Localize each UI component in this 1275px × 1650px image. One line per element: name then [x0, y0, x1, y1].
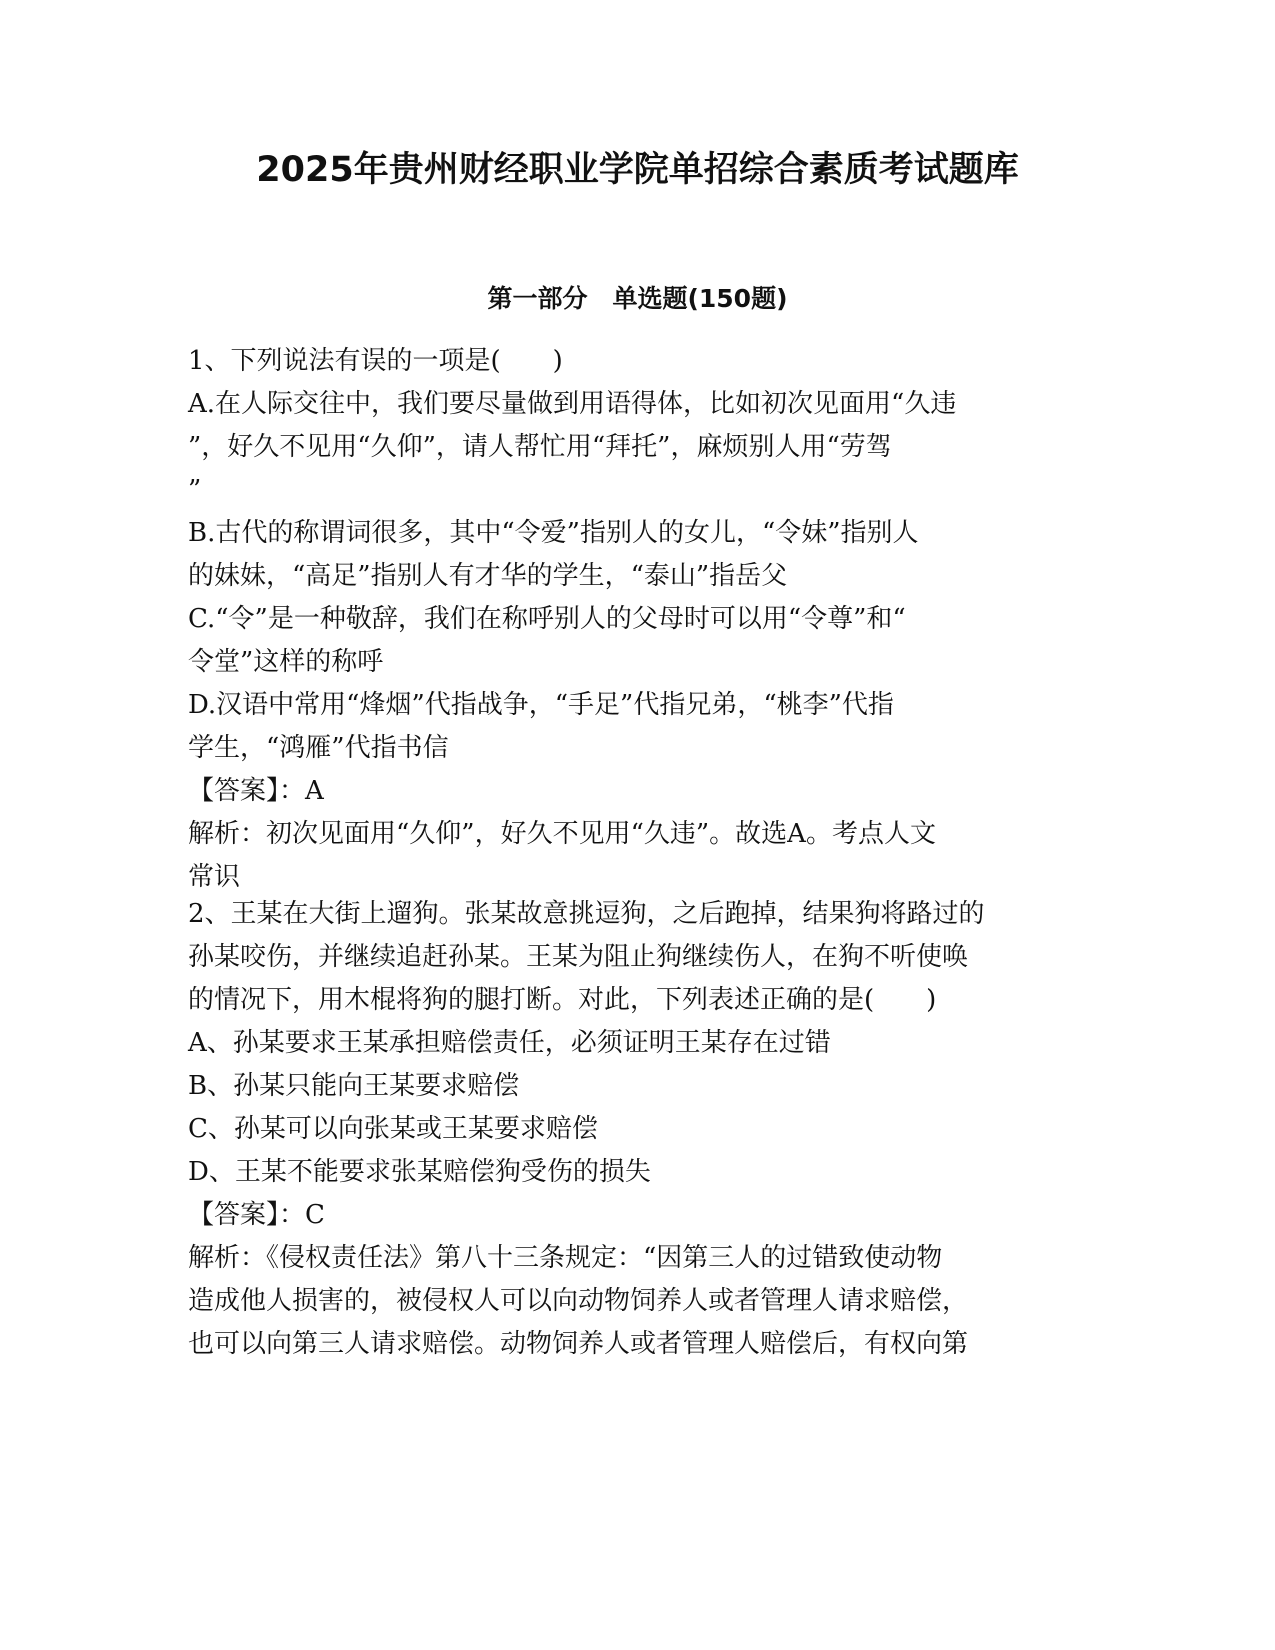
- question-1-option-a-line-3: ”: [188, 475, 202, 505]
- document-title: 2025年贵州财经职业学院单招综合素质考试题库: [256, 150, 1019, 190]
- question-2-option-c: C、孙某可以向张某或王某要求赔偿: [188, 1114, 598, 1144]
- question-2-analysis-line-2: 造成他人损害的，被侵权人可以向动物饲养人或者管理人请求赔偿，: [188, 1286, 969, 1316]
- question-2-option-b: B、孙某只能向王某要求赔偿: [188, 1071, 520, 1101]
- question-1-analysis-line-1: 解析：初次见面用“久仰”，好久不见用“久违”。故选A。考点人文: [188, 819, 936, 849]
- question-1-option-b-line-1: B.古代的称谓词很多，其中“令爱”指别人的女儿，“令妹”指别人: [188, 518, 919, 548]
- section-title: 第一部分 单选题(150题): [487, 284, 788, 313]
- question-1-option-c-line-2: 令堂”这样的称呼: [188, 647, 384, 677]
- question-2-option-a: A、孙某要求王某承担赔偿责任，必须证明王某存在过错: [188, 1028, 831, 1058]
- question-1-answer: 【答案】：A: [188, 776, 324, 806]
- question-2-option-d: D、王某不能要求张某赔偿狗受伤的损失: [188, 1157, 651, 1187]
- question-1: [188, 340, 1088, 899]
- question-2-answer: 【答案】：C: [188, 1200, 325, 1230]
- question-1-analysis-line-2: 常识: [188, 862, 241, 892]
- question-1-option-b-line-2: 的妹妹，“高足”指别人有才华的学生，“泰山”指岳父: [188, 561, 788, 591]
- question-1-option-a-line-1: A.在人际交往中，我们要尽量做到用语得体，比如初次见面用“久违: [188, 389, 957, 419]
- question-2-stem-line-1: 2、王某在大街上遛狗。张某故意挑逗狗，之后跑掉，结果狗将路过的: [188, 899, 985, 929]
- question-2: [188, 893, 1088, 1366]
- question-1-option-d-line-2: 学生，“鸿雁”代指书信: [188, 733, 449, 763]
- question-1-stem: 1、下列说法有误的一项是( ): [188, 346, 563, 376]
- question-1-option-a-line-2: ”，好久不见用“久仰”，请人帮忙用“拜托”，麻烦别人用“劳驾: [188, 432, 892, 462]
- question-2-stem-line-2: 孙某咬伤，并继续追赶孙某。王某为阻止狗继续伤人，在狗不听使唤: [188, 942, 969, 972]
- question-2-analysis-line-3: 也可以向第三人请求赔偿。动物饲养人或者管理人赔偿后，有权向第: [188, 1329, 969, 1359]
- question-1-option-d-line-1: D.汉语中常用“烽烟”代指战争，“手足”代指兄弟，“桃李”代指: [188, 690, 894, 720]
- question-2-stem-line-3: 的情况下，用木棍将狗的腿打断。对此，下列表述正确的是( ): [188, 985, 937, 1015]
- question-2-analysis-line-1: 解析：《侵权责任法》第八十三条规定：“因第三人的过错致使动物: [188, 1243, 943, 1273]
- question-1-option-c-line-1: C.“令”是一种敬辞，我们在称呼别人的父母时可以用“令尊”和“: [188, 604, 906, 634]
